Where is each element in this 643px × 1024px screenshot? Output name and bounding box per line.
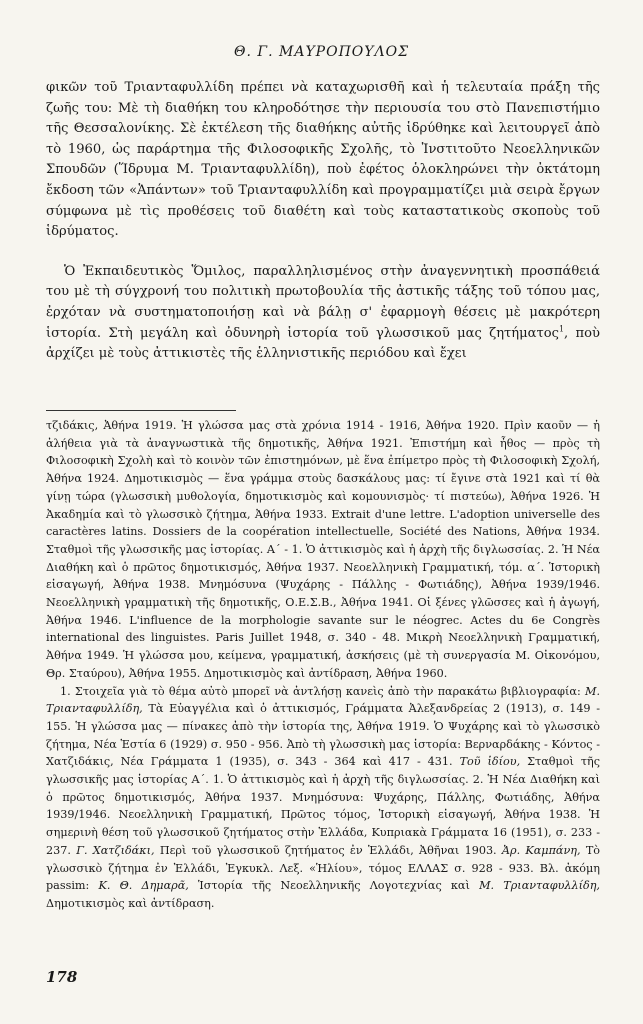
paragraph	[46, 262, 600, 365]
footnote-divider	[46, 410, 236, 411]
paragraph-text: , ποὺ ἀρχίζει μὲ τοὺς ἀττικιστὲς τῆς ἑλληνιστικῆς περιόδου καὶ ἔχει	[46, 325, 600, 362]
footnote-text: Δημοτικισμὸς καὶ ἀντίδραση.	[46, 896, 215, 910]
author-name: Τοῦ ἰδίου,	[459, 755, 521, 769]
paragraph-text: φικῶν τοῦ Τριανταφυλλίδη πρέπει νὰ καταχωρισθῆ καὶ ἡ τελευταία πράξη τῆς ζωῆς του: Μὲ τὴ διαθήκη του κληροδότησε τὴν περιουσία του στὸ Πανεπιστήμιο τῆς Θεσσαλονίκης. Σὲ ἐκτέλεση τῆς διαθήκης αὐτῆς ἱδρύθηκε καὶ λειτουργεῖ ἀπὸ τὸ 1960, ὡς παράρτημα τῆς Φιλοσοφικῆς Σχολῆς, τὸ Ἰνστιτοῦτο Νεοελληνικῶν Σπουδῶν (Ἵδρυμα Μ. Τριανταφυλλίδη), ποὺ ἐφέτος ὁλοκληρώνει τὴν ὀκτάτομη ἔκδοση τῶν «Ἁπάντων» τοῦ Τριανταφυλλίδη καὶ προγραμματίζει μιὰ σειρὰ ἔργων σύμφωνα μὲ τὶς προθέσεις τοῦ διαθέτη καὶ τοὺς καταστατικοὺς σκοποὺς τοῦ ἱδρύματος.	[46, 80, 600, 240]
running-head: Θ. Γ. ΜΑΥΡΟΠΟΥΛΟΣ	[234, 44, 409, 60]
footnote-continued: τζιδάκις, Ἀθήνα 1919. Ἡ γλώσσα μας στὰ χρόνια 1914 - 1916, Ἀθήνα 1920. Πρὶν καοῦν — ἡ ἀλήθεια γιὰ τὰ ἀναγνωστικὰ τῆς δημοτικῆς, Ἀθήνα 1921. Ἐπιστήμη καὶ ἦθος — πρὸς τὴ Φιλοσοφικὴ Σχολὴ καὶ τὸ κοινὸν τῶν ἐπιστημόνων, μὲ ἕνα ἐπίμετρο πρὸς τὴ Φιλοσοφικὴ Σχολή, Ἀθήνα 1924. Δημοτικισμὸς — ἕνα γράμμα στοὺς δασκάλους μας: τί ἔγινε στὰ 1921 καὶ τί θὰ γίνῃ τώρα (γλωσσικὴ μυθολογία, δημοτικισμὸς καὶ κομουνισμὸς· τί πιστεύω), Ἀθήνα 1926. Ἡ Ἀκαδημία καὶ τὸ γλωσσικὸ ζήτημα, Ἀθήνα 1933. Extrait d'une lettre. L'adoption universelle des caractères latins. Dossiers de la coopération intellectuelle, Société des Nations, Ἀθήνα 1934. Σταθμοὶ τῆς γλωσσικῆς μας ἱστορίας. Α΄ - 1. Ὁ ἀττικισμὸς καὶ ἡ ἀρχὴ τῆς διγλωσσίας. 2. Ἡ Νέα Διαθήκη καὶ ὁ πρῶτος δημοτικισμός, Ἀθήνα 1937. Νεοελληνικὴ Γραμματική, τόμ. α΄. Ἱστορικὴ εἰσαγωγή, Ἀθήνα 1938. Μνημόσυνα (Ψυχάρης - Πάλλης - Φωτιάδης), Ἀθήνα 1939/1946. Νεοελληνικὴ γραμματικὴ τῆς δημοτικῆς, Ο.Ε.Σ.Β., Ἀθήνα 1941. Οἱ ξένες γλῶσσες καὶ ἡ ἀγωγή, Ἀθήνα 1946. L'influence de la morphologie savante sur le néogrec. Actes du 6e Congrès international des linguistes. Paris Juillet 1948, σ. 340 - 48. Μικρὴ Νεοελληνικὴ Γραμματική, Ἀθήνα 1949. Ἡ γλώσσα μου, κείμενα, γραμματική, ἀσκήσεις (μὲ τὴ συνεργασία Μ. Οἰκονόμου, Θρ. Σταύρου), Ἀθήνα 1955. Δημοτικισμὸς καὶ ἀντίδραση, Ἀθήνα 1960.	[46, 419, 600, 680]
author-name: Κ. Θ. Δημαρᾶ,	[98, 879, 189, 893]
author-name: Γ. Χατζιδάκι,	[76, 843, 155, 857]
footnote-text: Ἱστορία τῆς Νεοελληνικῆς Λογοτεχνίας καὶ	[198, 879, 470, 893]
author-name: Μ. Τριανταφυλλίδη,	[46, 684, 600, 716]
footnote-text: 1. Στοιχεῖα γιὰ τὸ θέμα αὐτὸ μπορεῖ νὰ ἀντλήσῃ κανεὶς ἀπὸ τὴν παρακάτω βιβλιογραφία:	[60, 684, 581, 698]
footnote-text: Σταθμοὶ τῆς γλωσσικῆς μας ἱστορίας Α΄. 1. Ὁ ἀττικισμὸς καὶ ἡ ἀρχὴ τῆς διγλωσσίας. 2. Ἡ Νέα Διαθήκη καὶ ὁ πρῶτος δημοτικισμός, Ἀθήνα 1937. Μνημόσυνα: Ψυχάρης, Πάλλης, Φωτιάδης, Ἀθήνα 1939/1946. Νεοελληνικὴ Γραμματική, Πρῶτος τόμος, Ἱστορικὴ εἰσαγωγή, Ἀθήνα 1938. Ἡ σημερινὴ θέση τοῦ γλωσσικοῦ ζητήματος στὴν Ἑλλάδα, Κυπριακὰ Γράμματα 16 (1951), σ. 233 - 237.	[46, 755, 600, 857]
footnotes	[46, 417, 600, 913]
paragraph	[46, 78, 600, 243]
author-name: Μ. Τριανταφυλλίδη,	[479, 879, 600, 893]
footnote-text: Περὶ τοῦ γλωσσικοῦ ζητήματος ἐν Ἑλλάδι, Ἀθῆναι 1903.	[159, 843, 497, 857]
footnote-text: Τὸ γλωσσικὸ ζήτημα ἐν Ἑλλάδι, Ἐγκυκλ. Λεξ. «Ἡλίου», τόμος ΕΛΛΑΣ σ. 928 - 933. Βλ. ἀκόμη passim:	[46, 843, 601, 893]
page-number: 178	[46, 968, 78, 986]
main-text	[46, 78, 600, 365]
footnote-text: Τὰ Εὐαγγέλια καὶ ὁ ἀττικισμός, Γράμματα Ἀλεξανδρείας 2 (1913), σ. 149 - 155. Ἡ γλώσσα μας — πίνακες ἀπὸ τὴν ἱστορία της, Ἀθήνα 1919. Ὁ Ψυχάρης καὶ τὸ γλωσσικὸ ζήτημα, Νέα Ἑστία 6 (1929) σ. 950 - 956. Ἀπὸ τὴ γλωσσικὴ μας ἱστορία: Βερναρδάκης - Κόντος - Χατζιδάκις, Νέα Γράμματα 1 (1935), σ. 343 - 364 καὶ 417 - 431.	[46, 702, 600, 769]
paragraph-text: Ὁ Ἐκπαιδευτικὸς Ὅμιλος, παραλληλισμένος στὴν ἀναγεννητικὴ προσπάθειά του μὲ τὴ σύγχρονή του πολιτικὴ πρωτοβουλία τῆς ἀστικῆς τάξης τοῦ τόπου μας, ἐρχόταν νὰ συστηματοποιήσῃ καὶ νὰ βάλῃ σ' ἐφαρμογὴ θέσεις μὲ μακρότερη ἱστορία. Στὴ μεγάλη καὶ ὀδυνηρὴ ἱστορία τοῦ γλωσσικοῦ μας ζητήματος	[46, 263, 600, 341]
footnote-1	[46, 683, 600, 913]
footnote-reference[interactable]: 1	[558, 324, 565, 334]
author-name: Ἀρ. Καμπάνη,	[501, 843, 581, 857]
